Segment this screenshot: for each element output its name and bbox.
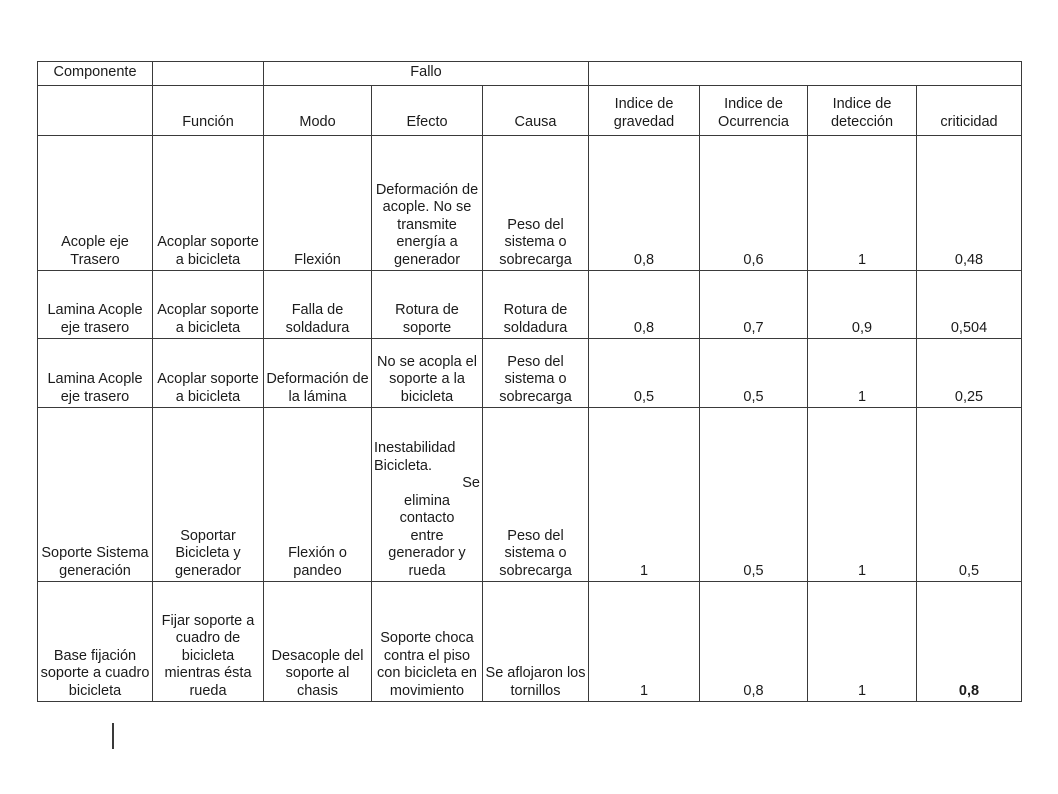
group-header-blank-left [153, 62, 264, 86]
cell-indice-deteccion: 1 [808, 136, 917, 271]
group-header-componente: Componente [38, 62, 153, 86]
cell-componente: Lamina Acople eje trasero [38, 271, 153, 339]
table-row [38, 271, 1022, 339]
cell-indice-ocurrencia: 0,6 [700, 136, 808, 271]
col-header-indice-deteccion: Indice de detección [808, 86, 917, 136]
efecto-line: Se [462, 475, 480, 491]
cell-componente: Lamina Acople eje trasero [38, 339, 153, 408]
annotation-leader-line [112, 723, 114, 749]
cell-causa: Peso del sistema o sobrecarga [483, 408, 589, 582]
cell-causa: Rotura de soldadura [483, 271, 589, 339]
cell-indice-gravedad: 1 [589, 408, 700, 582]
cell-efecto [372, 408, 483, 582]
cell-causa: Peso del sistema o sobrecarga [483, 136, 589, 271]
cell-indice-deteccion: 1 [808, 582, 917, 702]
cell-indice-deteccion: 0,9 [808, 271, 917, 339]
cell-criticidad: 0,8 [917, 582, 1022, 702]
col-header-modo: Modo [264, 86, 372, 136]
group-header-fallo: Fallo [264, 62, 589, 86]
cell-indice-deteccion: 1 [808, 339, 917, 408]
cell-funcion: Acoplar soporte a bicicleta [153, 136, 264, 271]
cell-criticidad: 0,48 [917, 136, 1022, 271]
cell-funcion: Acoplar soporte a bicicleta [153, 271, 264, 339]
group-header-blank-right [589, 62, 1022, 86]
cell-efecto: No se acopla el soporte a la bicicleta [372, 339, 483, 408]
cell-causa: Se aflojaron los tornillos [483, 582, 589, 702]
col-header-componente [38, 86, 153, 136]
cell-modo: Desacople del soporte al chasis [264, 582, 372, 702]
table-row [38, 408, 1022, 582]
col-header-indice-ocurrencia: Indice de Ocurrencia [700, 86, 808, 136]
efecto-line: elimina [404, 492, 450, 509]
cell-criticidad: 0,5 [917, 408, 1022, 582]
cell-efecto: Deformación de acople. No se transmite energía a generador [372, 136, 483, 271]
cell-funcion: Fijar soporte a cuadro de bicicleta mientras ésta rueda [153, 582, 264, 702]
cell-indice-gravedad: 0,8 [589, 271, 700, 339]
efecto-line: Inestabilidad [374, 440, 456, 456]
efecto-line: contacto [399, 510, 455, 526]
col-header-criticidad: criticidad [917, 86, 1022, 136]
cell-componente: Base fijación soporte a cuadro bicicleta [38, 582, 153, 702]
cell-indice-ocurrencia: 0,5 [700, 408, 808, 582]
cell-componente: Acople eje Trasero [38, 136, 153, 271]
table-row [38, 582, 1022, 702]
cell-indice-ocurrencia: 0,8 [700, 582, 808, 702]
cell-criticidad: 0,504 [917, 271, 1022, 339]
cell-criticidad: 0,25 [917, 339, 1022, 408]
cell-indice-ocurrencia: 0,5 [700, 339, 808, 408]
col-header-funcion: Función [153, 86, 264, 136]
cell-funcion: Soportar Bicicleta y generador [153, 408, 264, 582]
cell-indice-gravedad: 0,5 [589, 339, 700, 408]
efecto-line: rueda [408, 562, 446, 579]
table-group-header-row [38, 62, 1022, 86]
fmea-table [37, 61, 1022, 702]
cell-modo: Falla de soldadura [264, 271, 372, 339]
cell-indice-deteccion: 1 [808, 408, 917, 582]
cell-modo: Flexión [264, 136, 372, 271]
table-header-row [38, 86, 1022, 136]
col-header-indice-gravedad: Indice de gravedad [589, 86, 700, 136]
cell-causa: Peso del sistema o sobrecarga [483, 339, 589, 408]
table-row [38, 136, 1022, 271]
cell-indice-gravedad: 0,8 [589, 136, 700, 271]
cell-modo: Flexión o pandeo [264, 408, 372, 582]
cell-funcion: Acoplar soporte a bicicleta [153, 339, 264, 408]
cell-indice-gravedad: 1 [589, 582, 700, 702]
efecto-line: entre [410, 527, 444, 544]
cell-modo: Deformación de la lámina [264, 339, 372, 408]
cell-efecto: Rotura de soporte [372, 271, 483, 339]
col-header-efecto: Efecto [372, 86, 483, 136]
cell-componente: Soporte Sistema generación [38, 408, 153, 582]
cell-indice-ocurrencia: 0,7 [700, 271, 808, 339]
efecto-line: generador y [388, 545, 466, 561]
efecto-line: Bicicleta. [374, 457, 433, 474]
col-header-causa: Causa [483, 86, 589, 136]
cell-efecto: Soporte choca contra el piso con bicicleta en movimiento [372, 582, 483, 702]
table-row [38, 339, 1022, 408]
